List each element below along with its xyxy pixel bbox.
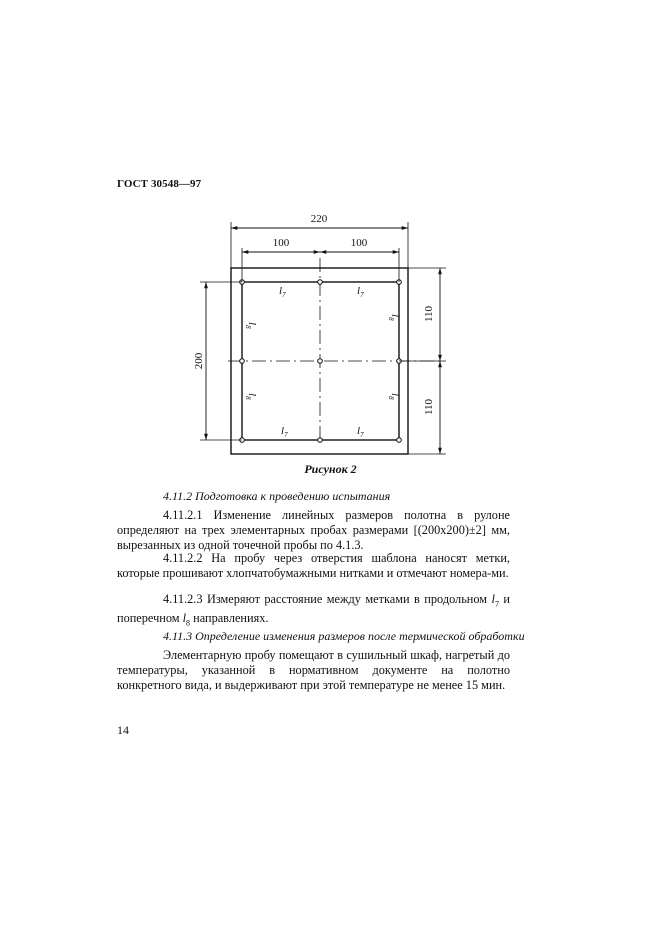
label-l7: $l_7$ [281,425,288,439]
mark-point [240,359,245,364]
mark-point [318,280,323,285]
mark-point [318,438,323,443]
paragraph-4-11-2-1: 4.11.2.1 Изменение линейных размеров полотна в рулоне определяют на трех элементарных пробах размерами [(200x200)±2] мм, вырезанных из одной точечной пробы по 4.1.3. [117,508,510,552]
label-l7: $l_7$ [279,285,286,299]
dim-label-110-bottom: 110 [423,398,435,416]
label-l8: $l_8$ [387,314,401,321]
paragraph-4-11-3: Элементарную пробу помещают в сушильный шкаф, нагретый до температуры, указанной в нормативном документе на полотно конкретного вида, и выдерживают при этой температуре не менее 15 мин. [117,648,510,692]
label-l7: $l_7$ [357,425,364,439]
section-title-4-11-2: 4.11.2 Подготовка к проведению испытания [163,489,391,503]
dim-label-200: 200 [193,352,205,370]
label-l8: $l_8$ [244,322,258,329]
paragraph-4-11-2-3: 4.11.2.3 Измеряют расстояние между метками в продольном $l_7$ и поперечном $l_8$ направлениях. [117,592,510,628]
dim-label-220: 220 [310,213,328,225]
label-l7: $l_7$ [357,285,364,299]
dim-label-110-top: 110 [423,305,435,323]
mark-point [318,359,323,364]
paragraph-4-11-2-2: 4.11.2.2 На пробу через отверстия шаблона наносят метки, которые прошивают хлопчатобумажными нитками и отмечают номера-ми. [117,551,510,580]
figure-caption: Рисунок 2 [304,462,357,476]
mark-point [397,438,402,443]
section-title-4-11-3: 4.11.3 Определение изменения размеров после термической обработки [163,629,525,643]
label-l8: $l_8$ [387,393,401,400]
document-code-header: ГОСТ 30548—97 [117,178,202,190]
page-number: 14 [117,723,129,737]
extension-lines [200,222,446,454]
label-l8: $l_8$ [244,393,258,400]
dim-label-100-right: 100 [350,237,368,249]
dim-label-100-left: 100 [272,237,290,249]
